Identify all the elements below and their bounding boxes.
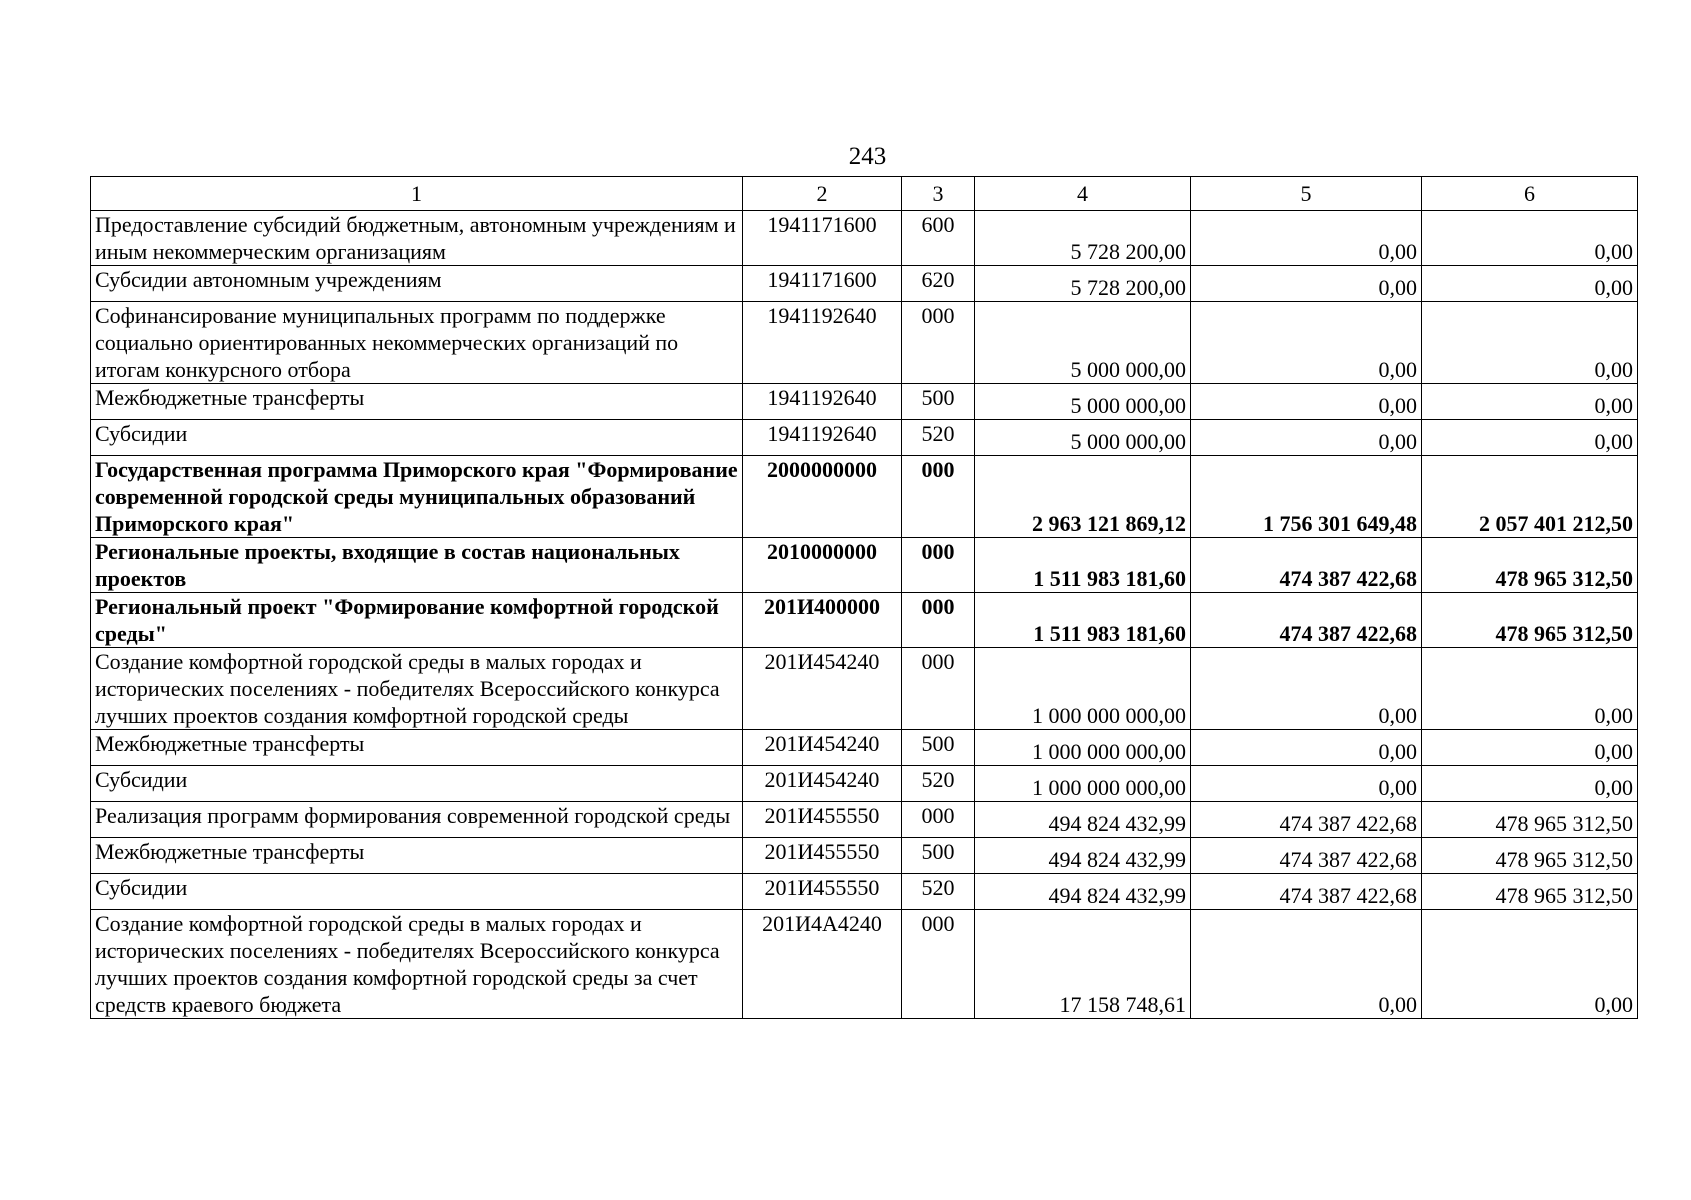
row-name: Субсидии bbox=[91, 420, 743, 456]
row-expense-type: 000 bbox=[902, 910, 975, 1019]
row-target-code: 1941192640 bbox=[743, 420, 902, 456]
row-amount-col6: 0,00 bbox=[1422, 211, 1638, 266]
row-amount-col6: 0,00 bbox=[1422, 302, 1638, 384]
row-target-code: 201И454240 bbox=[743, 766, 902, 802]
row-name: Государственная программа Приморского края "Формирование современной городской среды муниципальных образований Приморского края" bbox=[91, 456, 743, 538]
row-target-code: 201И455550 bbox=[743, 874, 902, 910]
row-amount-col6: 0,00 bbox=[1422, 384, 1638, 420]
row-expense-type: 520 bbox=[902, 420, 975, 456]
row-amount-col4: 1 000 000 000,00 bbox=[975, 648, 1191, 730]
row-expense-type: 000 bbox=[902, 456, 975, 538]
column-header-4: 4 bbox=[975, 177, 1191, 211]
row-target-code: 2000000000 bbox=[743, 456, 902, 538]
row-amount-col4: 494 824 432,99 bbox=[975, 802, 1191, 838]
row-target-code: 1941192640 bbox=[743, 384, 902, 420]
column-header-1: 1 bbox=[91, 177, 743, 211]
row-target-code: 201И455550 bbox=[743, 802, 902, 838]
row-amount-col5: 0,00 bbox=[1191, 648, 1422, 730]
table-row bbox=[91, 211, 1638, 266]
row-expense-type: 000 bbox=[902, 593, 975, 648]
table-row bbox=[91, 802, 1638, 838]
row-amount-col4: 1 511 983 181,60 bbox=[975, 538, 1191, 593]
row-amount-col6: 478 965 312,50 bbox=[1422, 802, 1638, 838]
table-row bbox=[91, 910, 1638, 1019]
row-amount-col6: 0,00 bbox=[1422, 730, 1638, 766]
row-expense-type: 000 bbox=[902, 802, 975, 838]
row-amount-col6: 0,00 bbox=[1422, 766, 1638, 802]
table-row bbox=[91, 593, 1638, 648]
row-name: Региональные проекты, входящие в состав национальных проектов bbox=[91, 538, 743, 593]
row-amount-col6: 478 965 312,50 bbox=[1422, 874, 1638, 910]
row-name: Межбюджетные трансферты bbox=[91, 838, 743, 874]
row-amount-col5: 0,00 bbox=[1191, 420, 1422, 456]
row-amount-col4: 5 728 200,00 bbox=[975, 266, 1191, 302]
row-name: Софинансирование муниципальных программ по поддержке социально ориентированных некоммерческих организаций по итогам конкурсного отбора bbox=[91, 302, 743, 384]
row-expense-type: 520 bbox=[902, 874, 975, 910]
table-row bbox=[91, 766, 1638, 802]
row-expense-type: 600 bbox=[902, 211, 975, 266]
row-amount-col5: 474 387 422,68 bbox=[1191, 538, 1422, 593]
row-target-code: 1941171600 bbox=[743, 211, 902, 266]
row-expense-type: 620 bbox=[902, 266, 975, 302]
table-row bbox=[91, 874, 1638, 910]
header-row bbox=[91, 177, 1638, 211]
row-target-code: 201И454240 bbox=[743, 730, 902, 766]
row-amount-col5: 474 387 422,68 bbox=[1191, 838, 1422, 874]
row-amount-col5: 0,00 bbox=[1191, 302, 1422, 384]
row-name: Субсидии bbox=[91, 766, 743, 802]
row-expense-type: 500 bbox=[902, 730, 975, 766]
row-expense-type: 500 bbox=[902, 384, 975, 420]
table-body bbox=[91, 211, 1638, 1019]
table-row bbox=[91, 266, 1638, 302]
row-amount-col6: 478 965 312,50 bbox=[1422, 838, 1638, 874]
row-name: Субсидии bbox=[91, 874, 743, 910]
row-name: Создание комфортной городской среды в малых городах и исторических поселениях - победителях Всероссийского конкурса лучших проектов создания комфортной городской среды bbox=[91, 648, 743, 730]
table-row bbox=[91, 538, 1638, 593]
row-amount-col5: 0,00 bbox=[1191, 730, 1422, 766]
table-row bbox=[91, 648, 1638, 730]
row-amount-col4: 2 963 121 869,12 bbox=[975, 456, 1191, 538]
column-header-3: 3 bbox=[902, 177, 975, 211]
row-amount-col6: 478 965 312,50 bbox=[1422, 538, 1638, 593]
row-amount-col4: 17 158 748,61 bbox=[975, 910, 1191, 1019]
row-amount-col4: 5 728 200,00 bbox=[975, 211, 1191, 266]
column-header-6: 6 bbox=[1422, 177, 1638, 211]
row-expense-type: 520 bbox=[902, 766, 975, 802]
row-target-code: 2010000000 bbox=[743, 538, 902, 593]
row-amount-col6: 0,00 bbox=[1422, 648, 1638, 730]
table-header bbox=[91, 177, 1638, 211]
table-row bbox=[91, 730, 1638, 766]
row-amount-col6: 0,00 bbox=[1422, 420, 1638, 456]
row-name: Межбюджетные трансферты bbox=[91, 730, 743, 766]
row-target-code: 201И454240 bbox=[743, 648, 902, 730]
row-target-code: 1941192640 bbox=[743, 302, 902, 384]
row-amount-col5: 474 387 422,68 bbox=[1191, 593, 1422, 648]
row-expense-type: 000 bbox=[902, 302, 975, 384]
table-row bbox=[91, 302, 1638, 384]
table-row bbox=[91, 838, 1638, 874]
table-row bbox=[91, 456, 1638, 538]
table-row bbox=[91, 384, 1638, 420]
row-name: Субсидии автономным учреждениям bbox=[91, 266, 743, 302]
row-amount-col5: 474 387 422,68 bbox=[1191, 802, 1422, 838]
row-target-code: 201И4А4240 bbox=[743, 910, 902, 1019]
row-name: Предоставление субсидий бюджетным, автономным учреждениям и иным некоммерческим организациям bbox=[91, 211, 743, 266]
row-target-code: 201И400000 bbox=[743, 593, 902, 648]
row-name: Реализация программ формирования современной городской среды bbox=[91, 802, 743, 838]
budget-table bbox=[90, 176, 1638, 1019]
row-name: Создание комфортной городской среды в малых городах и исторических поселениях - победителях Всероссийского конкурса лучших проектов создания комфортной городской среды за счет средств краевого бюджета bbox=[91, 910, 743, 1019]
row-amount-col4: 5 000 000,00 bbox=[975, 302, 1191, 384]
column-header-5: 5 bbox=[1191, 177, 1422, 211]
row-amount-col5: 1 756 301 649,48 bbox=[1191, 456, 1422, 538]
row-target-code: 1941171600 bbox=[743, 266, 902, 302]
row-name: Региональный проект "Формирование комфортной городской среды" bbox=[91, 593, 743, 648]
row-target-code: 201И455550 bbox=[743, 838, 902, 874]
row-expense-type: 000 bbox=[902, 648, 975, 730]
row-amount-col4: 1 511 983 181,60 bbox=[975, 593, 1191, 648]
row-amount-col5: 0,00 bbox=[1191, 766, 1422, 802]
row-amount-col5: 0,00 bbox=[1191, 211, 1422, 266]
row-amount-col4: 1 000 000 000,00 bbox=[975, 766, 1191, 802]
row-amount-col4: 1 000 000 000,00 bbox=[975, 730, 1191, 766]
column-header-2: 2 bbox=[743, 177, 902, 211]
row-amount-col4: 494 824 432,99 bbox=[975, 874, 1191, 910]
row-amount-col5: 0,00 bbox=[1191, 384, 1422, 420]
row-amount-col5: 0,00 bbox=[1191, 910, 1422, 1019]
row-amount-col6: 2 057 401 212,50 bbox=[1422, 456, 1638, 538]
row-expense-type: 500 bbox=[902, 838, 975, 874]
row-amount-col5: 474 387 422,68 bbox=[1191, 874, 1422, 910]
row-name: Межбюджетные трансферты bbox=[91, 384, 743, 420]
row-amount-col6: 478 965 312,50 bbox=[1422, 593, 1638, 648]
row-expense-type: 000 bbox=[902, 538, 975, 593]
row-amount-col6: 0,00 bbox=[1422, 266, 1638, 302]
row-amount-col4: 494 824 432,99 bbox=[975, 838, 1191, 874]
row-amount-col6: 0,00 bbox=[1422, 910, 1638, 1019]
table-row bbox=[91, 420, 1638, 456]
row-amount-col4: 5 000 000,00 bbox=[975, 384, 1191, 420]
row-amount-col5: 0,00 bbox=[1191, 266, 1422, 302]
page-number: 243 bbox=[848, 143, 887, 170]
row-amount-col4: 5 000 000,00 bbox=[975, 420, 1191, 456]
